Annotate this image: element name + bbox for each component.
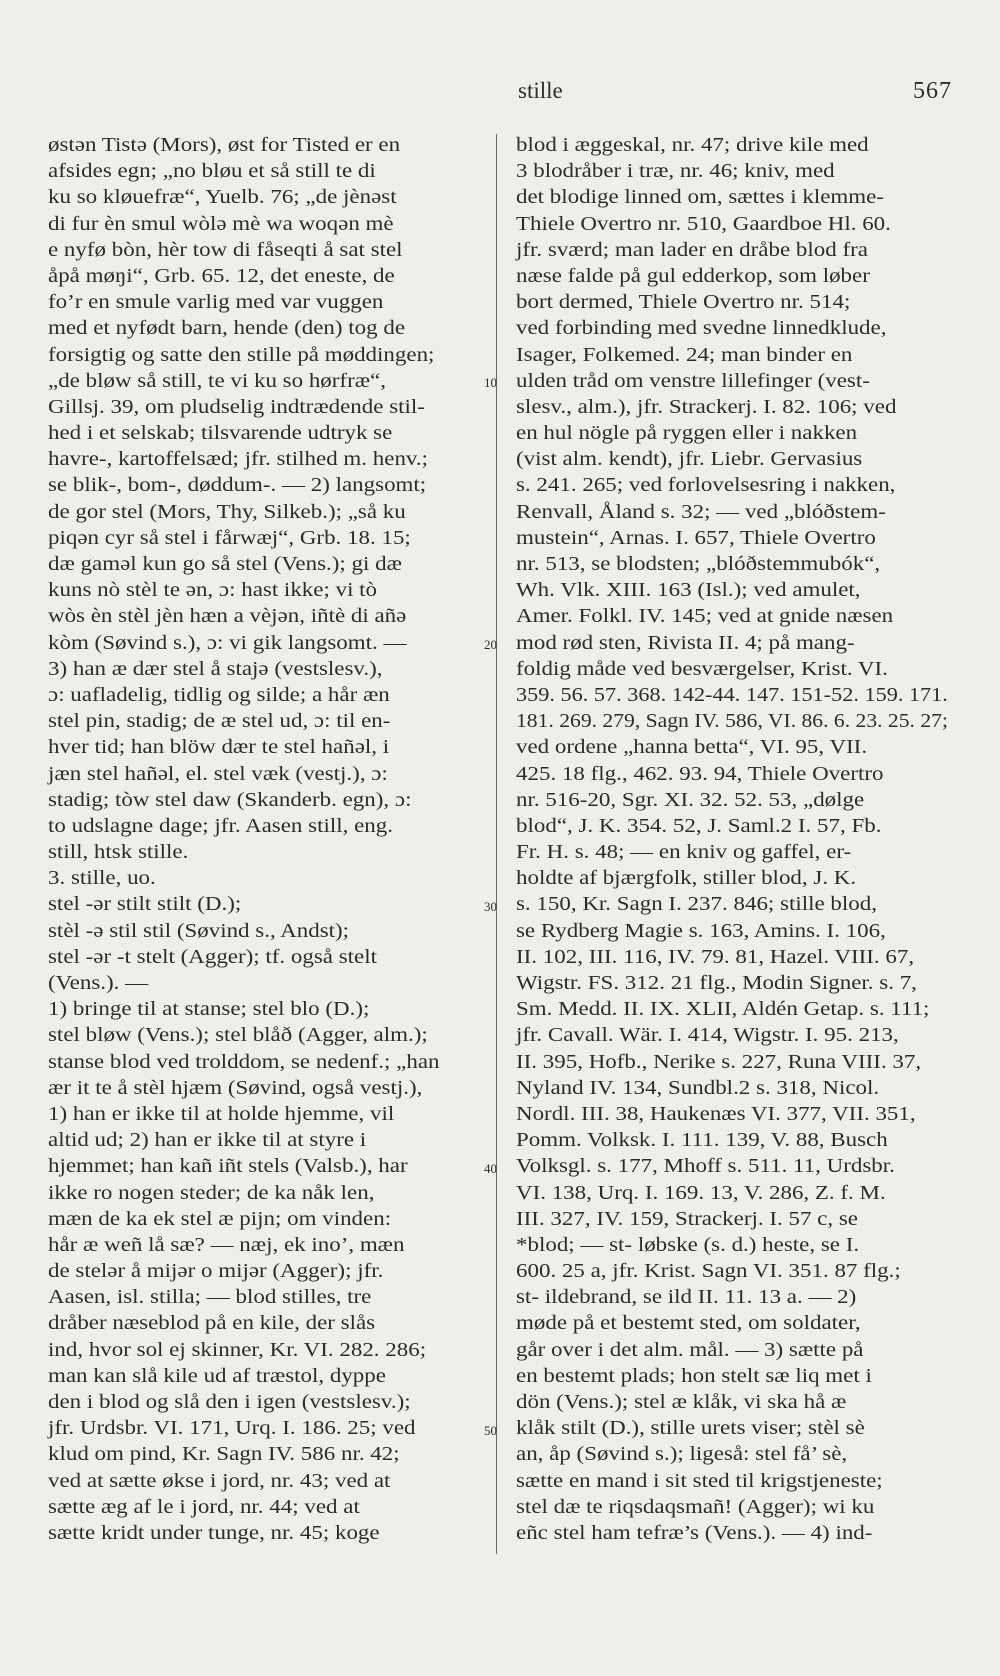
column-divider [496,134,497,1554]
line-text: jfr. Urdsbr. VI. 171, Urq. I. 186. 25; ved [48,1417,416,1440]
line-text: havre-, kartoffelsæd; jfr. stilhed m. henv.; [48,448,429,471]
line-text: 3. stille, uo. [48,867,156,890]
line-text: Amer. Folkl. IV. 145; ved at gnide næsen [516,605,894,628]
line-text: Volksgl. s. 177, Mhoff s. 511. 11, Urdsbr. [516,1155,895,1178]
line-text: blod i æggeskal, nr. 47; drive kile med [516,134,869,156]
line-number: 50 [484,1422,497,1438]
text-line [516,1101,948,1127]
line-text: Aasen, isl. stilla; — blod stilles, tre [48,1286,372,1309]
text-line [516,1520,948,1546]
line-text: III. 327, IV. 159, Strackerj. I. 57 c, se [516,1207,858,1230]
text-line [516,1232,948,1258]
line-text: sætte æg af le i jord, nr. 44; ved at [48,1495,360,1518]
line-text: e nyfø bòn, hèr tow di fåseqti å sat stel [48,238,403,261]
line-text: Wigstr. FS. 312. 21 flg., Modin Signer. s. 7, [516,972,917,994]
line-text: hjemmet; han kañ iñt stels (Valsb.), har [48,1155,408,1178]
text-line [516,499,948,525]
text-line [48,472,480,498]
line-text: still, htsk stille. [48,841,189,864]
text-line [516,1494,948,1520]
text-line [48,1127,480,1153]
line-text: går over i det alm. mål. — 3) sætte på [516,1338,864,1361]
text-line [516,1258,948,1284]
line-text: foldig måde ved besværgelser, Krist. VI. [516,657,888,680]
line-text: wòs èn stèl jèn hæn a vèjən, iñtè di añə [48,605,407,628]
text-line [48,1389,480,1415]
line-text: eñc stel ham tefræ’s (Vens.). — 4) ind- [516,1521,873,1544]
line-number: 20 [484,636,497,652]
text-line [48,865,480,891]
text-line [48,577,480,603]
line-text: (vist alm. kendt), jfr. Liebr. Gervasius [516,448,863,471]
text-line [516,263,948,289]
line-text: se Rydberg Magie s. 163, Amins. I. 106, [516,919,886,942]
text-line [516,420,948,446]
line-text: Nyland IV. 134, Sundbl.2 s. 318, Nicol. [516,1076,880,1099]
line-text: ved ordene „hanna betta“, VI. 95, VII. [516,736,868,759]
line-text: ær it te å stèl hjæm (Søvind, også vestj.), [48,1076,423,1099]
line-text: stel -ər -t stelt (Agger); tf. også stelt [48,945,377,968]
line-text: stel bløw (Vens.); stel blåð (Agger, alm.); [48,1024,428,1047]
text-line [516,158,948,184]
line-text: nr. 513, se blodsten; „blóðstemmubók“, [516,553,881,575]
right-column [516,132,948,1546]
line-text: forsigtig og satte den stille på møddingen; [48,343,435,366]
text-line [516,996,948,1022]
line-text: 1) han er ikke til at holde hjemme, vil [48,1102,395,1125]
text-line [48,839,480,865]
text-line [48,1258,480,1284]
line-text: mustein“, Arnas. I. 657, Thiele Overtro [516,526,876,549]
text-line [516,446,948,472]
running-head: stille [518,78,563,103]
page-header [48,78,952,118]
text-line [48,1075,480,1101]
line-text: afsides egn; „no bløu et så still te di [48,160,376,183]
text-line [516,918,948,944]
line-text: mod rød sten, Rivista II. 4; på mang- [516,631,855,654]
line-text: 1) bringe til at stanse; stel blo (D.); [48,998,370,1021]
text-line [48,656,480,682]
text-line [48,734,480,760]
line-text: hed i et selskab; tilsvarende udtryk se [48,422,393,445]
text-line [48,1494,480,1520]
line-text: de gor stel (Mors, Thy, Silkeb.); „så ku [48,500,406,523]
text-line [516,682,948,708]
text-line [516,472,948,498]
line-text: ved at sætte økse i jord, nr. 43; ved at [48,1469,391,1492]
line-text: de stelər å mijər o mijər (Agger); jfr. [48,1260,384,1283]
text-line [48,499,480,525]
line-text: næse falde på gul edderkop, som løber [516,264,870,287]
text-line [48,1441,480,1467]
line-text: di fur èn smul wòlə mè wa woqən mè [48,212,394,235]
line-text: to udslagne dage; jfr. Aasen still, eng. [48,814,393,837]
text-line [516,1206,948,1232]
line-text: 3 blodråber i træ, nr. 46; kniv, med [516,160,835,183]
text-line [516,656,948,682]
line-text: Sm. Medd. II. IX. XLII, Aldén Getap. s. 111; [516,998,930,1021]
line-text: den i blod og slå den i igen (vestslesv.); [48,1391,411,1413]
line-text: sætte kridt under tunge, nr. 45; koge [48,1521,380,1544]
page-number: 567 [913,78,952,104]
text-line [516,1441,948,1467]
line-text: „de bløw så still, te vi ku so hørfræ“, [48,369,386,392]
line-text: s. 241. 265; ved forlovelsesring i nakken, [516,474,896,497]
line-text: holdte af bjærgfolk, stiller blod, J. K. [516,867,857,890]
line-text: dråber næseblod på en kile, der slås [48,1312,376,1335]
text-line [48,944,480,970]
line-text: Fr. H. s. 48; — en kniv og gaffel, er- [516,841,852,864]
line-number: 40 [484,1160,497,1176]
line-text: hår æ weñ lå sæ? — næj, ek ino’, mæn [48,1233,405,1256]
line-text: 425. 18 flg., 462. 93. 94, Thiele Overtro [516,762,884,785]
text-line [48,813,480,839]
line-text: jfr. Cavall. Wär. I. 414, Wigstr. I. 95. 213, [516,1024,899,1047]
text-line [516,630,948,656]
line-text: kòm (Søvind s.), ɔ: vi gik langsomt. — [48,631,407,654]
line-text: stel pin, stadig; de æ stel ud, ɔ: til en- [48,710,391,733]
line-text: fo’r en smule varlig med var vuggen [48,291,384,314]
text-line [516,1389,948,1415]
text-line [516,891,948,917]
text-line [48,237,480,263]
text-line [516,368,948,394]
text-line [48,158,480,184]
text-line [516,839,948,865]
left-column [48,132,480,1546]
line-text: an, åp (Søvind s.); ligeså: stel få’ sè, [516,1443,848,1466]
text-line [516,289,948,315]
text-line [48,918,480,944]
line-text: sætte en mand i sit sted til krigstjeneste; [516,1469,883,1492]
text-line [48,603,480,629]
text-line [516,1153,948,1179]
line-text: Wh. Vlk. XIII. 163 (Isl.); ved amulet, [516,579,861,602]
line-text: med et nyfødt barn, hende (den) tog de [48,317,406,340]
text-line [48,891,480,917]
text-line [48,263,480,289]
line-text: 3) han æ dær stel å stajə (vestslesv.), [48,657,383,680]
text-line [48,184,480,210]
text-line [516,525,948,551]
text-line [516,577,948,603]
line-text: blod“, J. K. 354. 52, J. Saml.2 I. 57, Fb. [516,814,882,837]
text-line [48,368,480,394]
line-text: stanse blod ved trolddom, se nedenf.; „han [48,1050,440,1073]
text-line [48,1206,480,1232]
line-text: II. 102, III. 116, IV. 79. 81, Hazel. VIII. 67, [516,945,915,968]
text-line [48,1310,480,1336]
line-text: VI. 138, Urq. I. 169. 13, V. 286, Z. f. M. [516,1181,886,1204]
text-line [48,1468,480,1494]
line-text: ind, hvor sol ej skinner, Kr. VI. 282. 286; [48,1338,427,1361]
line-text: se blik-, bom-, døddum-. — 2) langsomt; [48,474,427,497]
text-line [516,813,948,839]
line-text: nr. 516-20, Sgr. XI. 32. 52. 53, „dølge [516,788,865,811]
text-line [516,1049,948,1075]
line-text: slesv., alm.), jfr. Strackerj. I. 82. 106; ved [516,395,897,418]
text-line [516,551,948,577]
line-text: bort dermed, Thiele Overtro nr. 514; [516,291,851,314]
line-text: ɔ: uafladelig, tidlig og silde; a hår æn [48,683,390,706]
text-line [48,394,480,420]
text-line [48,1180,480,1206]
line-text: det blodige linned om, sættes i klemme- [516,186,884,209]
line-text: man kan slå kile ud af træstol, dyppe [48,1364,386,1387]
line-text: jæn stel hañəl, el. stel væk (vestj.), ɔ: [48,762,388,785]
line-text: jfr. sværd; man lader en dråbe blod fra [516,238,868,261]
line-text: s. 150, Kr. Sagn I. 237. 846; stille blod, [516,893,877,916]
text-line [48,525,480,551]
text-line [516,603,948,629]
text-line [48,708,480,734]
line-text: østən Tistə (Mors), øst for Tisted er en [48,134,401,156]
line-text: 359. 56. 57. 368. 142-44. 147. 151-52. 159. 171. [516,683,948,706]
text-line [516,1415,948,1441]
line-text: (Vens.). — [48,972,149,994]
text-line [48,1232,480,1258]
text-line [516,1022,948,1048]
text-line [516,315,948,341]
text-line [516,865,948,891]
text-line [48,970,480,996]
text-line [48,315,480,341]
text-line [48,682,480,708]
text-line [516,761,948,787]
text-line [48,1022,480,1048]
text-line [516,1310,948,1336]
text-line [48,211,480,237]
line-text: altid ud; 2) han er ikke til at styre i [48,1129,367,1152]
text-line [48,1153,480,1179]
text-line [48,446,480,472]
text-line [516,1180,948,1206]
text-line [516,1337,948,1363]
line-text: en bestemt plads; hon stelt sæ liq met i [516,1364,872,1387]
line-text: Thiele Overtro nr. 510, Gaardboe Hl. 60. [516,212,891,235]
line-text: st- ildebrand, se ild II. 11. 13 a. — 2) [516,1286,857,1309]
text-line [516,734,948,760]
text-line [516,184,948,210]
line-text: ku so kløuefræ“, Yuelb. 76; „de jènəst [48,186,397,209]
line-text: åpå møŋi“, Grb. 65. 12, det eneste, de [48,264,395,287]
text-line [48,1049,480,1075]
line-text: kuns nò stèl te ən, ɔ: hast ikke; vi tò [48,579,378,602]
text-line [516,394,948,420]
line-text: 181. 269. 279, Sagn IV. 586, VI. 86. 6. 23. 25. 27; [516,710,948,733]
line-text: piqən cyr så stel i fårwæj“, Grb. 18. 15; [48,526,411,549]
text-line [516,787,948,813]
line-text: dæ gaməl kun go så stel (Vens.); gi dæ [48,553,402,575]
line-text: stadig; tòw stel daw (Skanderb. egn), ɔ: [48,788,412,811]
text-line [48,132,480,158]
text-line [516,1363,948,1389]
line-text: klåk stilt (D.), stille urets viser; stèl sè [516,1417,865,1440]
text-line [516,1284,948,1310]
text-line [48,1363,480,1389]
text-line [48,630,480,656]
text-line [48,1337,480,1363]
text-line [48,342,480,368]
line-text: dön (Vens.); stel æ klåk, vi ska hå æ [516,1391,847,1413]
line-text: ikke ro nogen steder; de ka nåk len, [48,1181,375,1204]
text-line [516,342,948,368]
line-text: *blod; — st- løbske (s. d.) heste, se I. [516,1233,860,1256]
line-text: Gillsj. 39, om pludselig indtrædende stil- [48,395,425,418]
line-text: Pomm. Volksk. I. 111. 139, V. 88, Busch [516,1129,888,1152]
text-line [48,289,480,315]
text-line [48,551,480,577]
line-text: møde på et bestemt sted, om soldater, [516,1312,861,1335]
line-text: stel dæ te riqsdaqsmañ! (Agger); wi ku [516,1495,875,1518]
text-line [516,1075,948,1101]
line-text: stèl -ə stil stil (Søvind s., Andst); [48,919,350,942]
text-line [516,1468,948,1494]
text-line [516,970,948,996]
text-line [516,237,948,263]
text-line [48,1520,480,1546]
line-text: hver tid; han blöw dær te stel hañəl, i [48,736,390,759]
line-text: Nordl. III. 38, Haukenæs VI. 377, VII. 351, [516,1102,916,1125]
line-text: 600. 25 a, jfr. Krist. Sagn VI. 351. 87 flg.; [516,1260,901,1283]
line-text: ulden tråd om venstre lillefinger (vest- [516,369,870,392]
text-line [48,1415,480,1441]
text-line [48,787,480,813]
line-text: Isager, Folkemed. 24; man binder en [516,343,853,366]
text-line [516,708,948,734]
line-text: ved forbinding med svedne linnedklude, [516,317,887,340]
text-line [516,1127,948,1153]
line-text: klud om pind, Kr. Sagn IV. 586 nr. 42; [48,1443,400,1466]
text-line [48,1284,480,1310]
text-line [48,761,480,787]
text-line [516,211,948,237]
text-line [48,996,480,1022]
line-text: Renvall, Åland s. 32; — ved „blóðstem- [516,500,886,523]
line-number: 10 [484,374,497,390]
text-line [516,132,948,158]
text-line [48,1101,480,1127]
line-text: stel -ər stilt stilt (D.); [48,893,242,916]
line-text: II. 395, Hofb., Nerike s. 227, Runa VIII. 37, [516,1050,922,1073]
line-text: mæn de ka ek stel æ pijn; om vinden: [48,1207,392,1230]
line-text: en hul nögle på ryggen eller i nakken [516,422,858,445]
line-number: 30 [484,898,497,914]
text-line [516,944,948,970]
text-line [48,420,480,446]
